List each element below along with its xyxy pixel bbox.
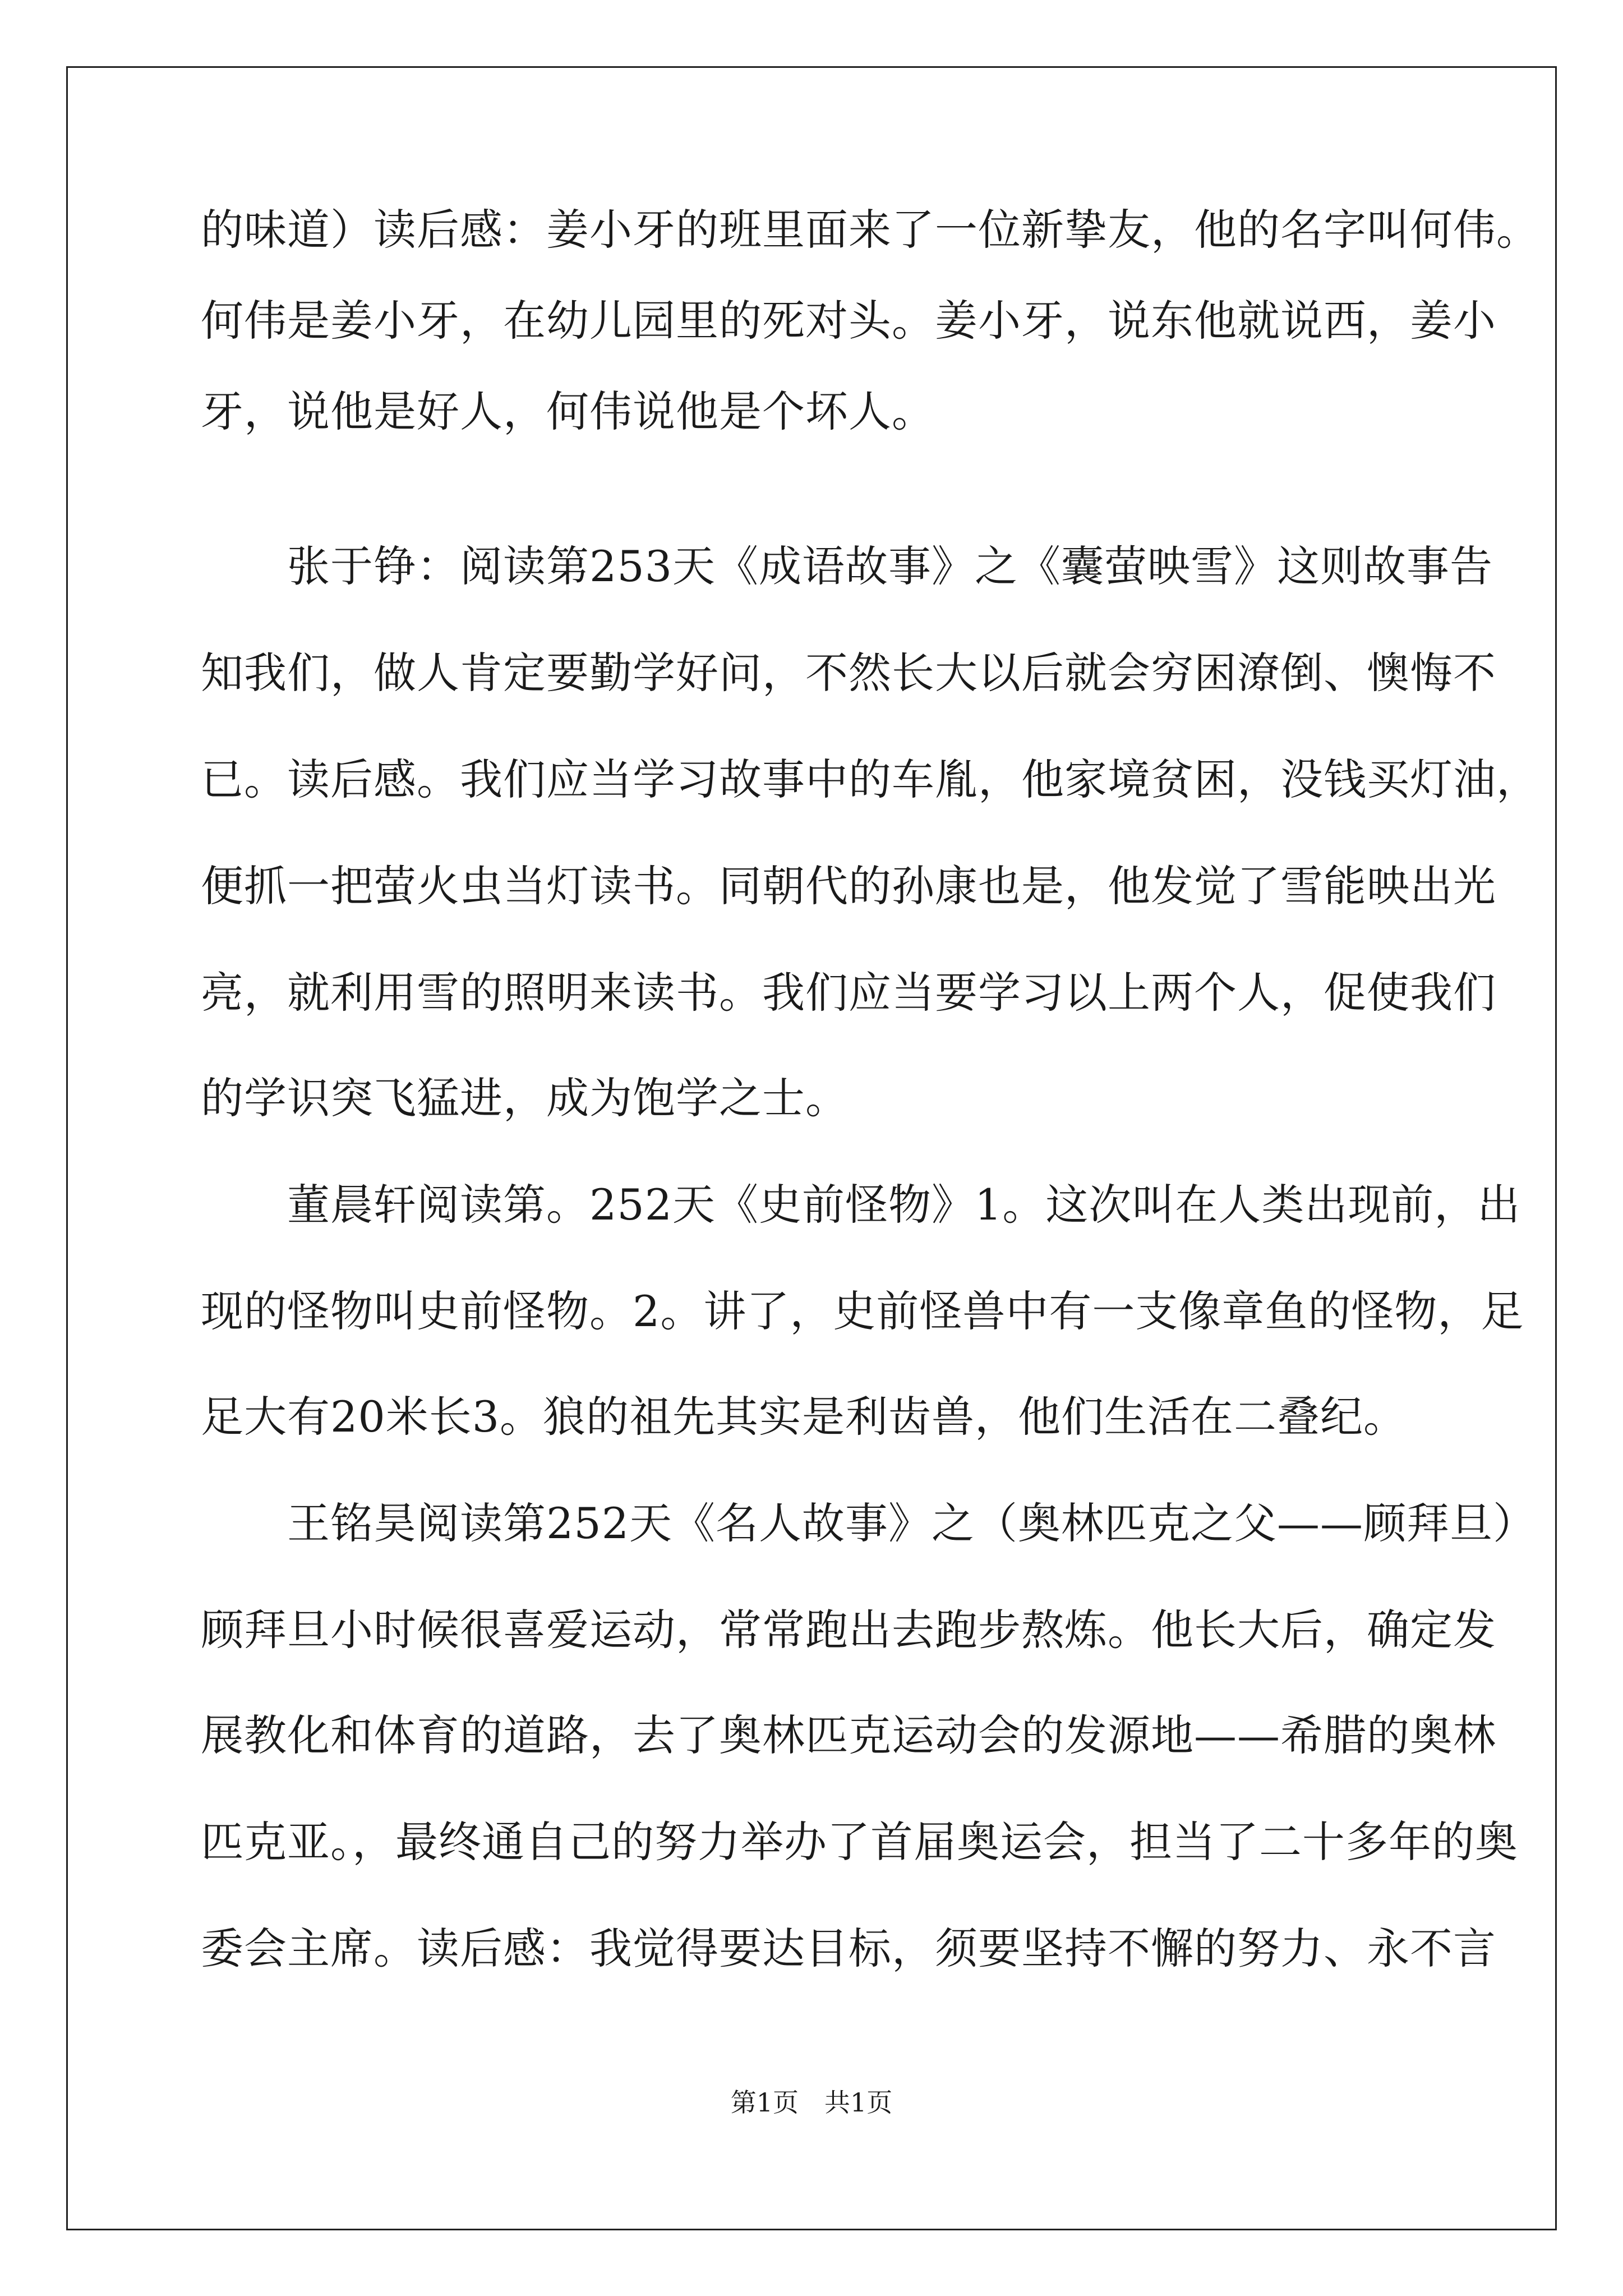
text-line: 董晨轩阅读第。252天《史前怪物》1。这次叫在人类出现前，出 [201,1180,1521,1230]
text-line: 牙，说他是好人，何伟说他是个坏人。 [201,386,935,436]
text-line: 何伟是姜小牙，在幼儿园里的死对头。姜小牙，说东他就说西，姜小 [201,296,1496,346]
text-line: 现的怪物叫史前怪物。2。讲了，史前怪兽中有一支像章鱼的怪物，足 [201,1286,1524,1336]
text-line: 知我们，做人肯定要勤学好问，不然长大以后就会穷困潦倒、懊悔不 [201,648,1496,698]
text-line: 已。读后感。我们应当学习故事中的车胤，他家境贫困，没钱买灯油， [201,754,1539,804]
text-line: 展教化和体育的道路，去了奥林匹克运动会的发源地——希腊的奥林 [201,1710,1496,1760]
text-line: 王铭昊阅读第252天《名人故事》之（奥林匹克之父——顾拜旦） [201,1498,1537,1548]
page-footer: 第1页 共1页 [730,2087,893,2118]
text-line: 顾拜旦小时候很喜爱运动，常常跑出去跑步熬炼。他长大后，确定发 [201,1605,1496,1655]
text-line: 委会主席。读后感：我觉得要达目标，须要坚持不懈的努力、永不言 [201,1924,1496,1973]
text-line: 足大有20米长3。狼的祖先其实是利齿兽，他们生活在二叠纪。 [201,1392,1407,1442]
text-line: 便抓一把萤火虫当灯读书。同朝代的孙康也是，他发觉了雪能映出光 [201,861,1496,911]
text-line: 匹克亚。，最终通自己的努力举办了首届奥运会，担当了二十多年的奥 [201,1817,1518,1867]
text-line: 亮，就利用雪的照明来读书。我们应当要学习以上两个人，促使我们 [201,968,1496,1018]
text-line: 的学识突飞猛进，成为饱学之士。 [201,1073,849,1123]
text-line: 的味道）读后感：姜小牙的班里面来了一位新挚友，他的名字叫何伟。 [201,205,1539,255]
text-line: 张于铮：阅读第253天《成语故事》之《囊萤映雪》这则故事告 [201,541,1493,591]
